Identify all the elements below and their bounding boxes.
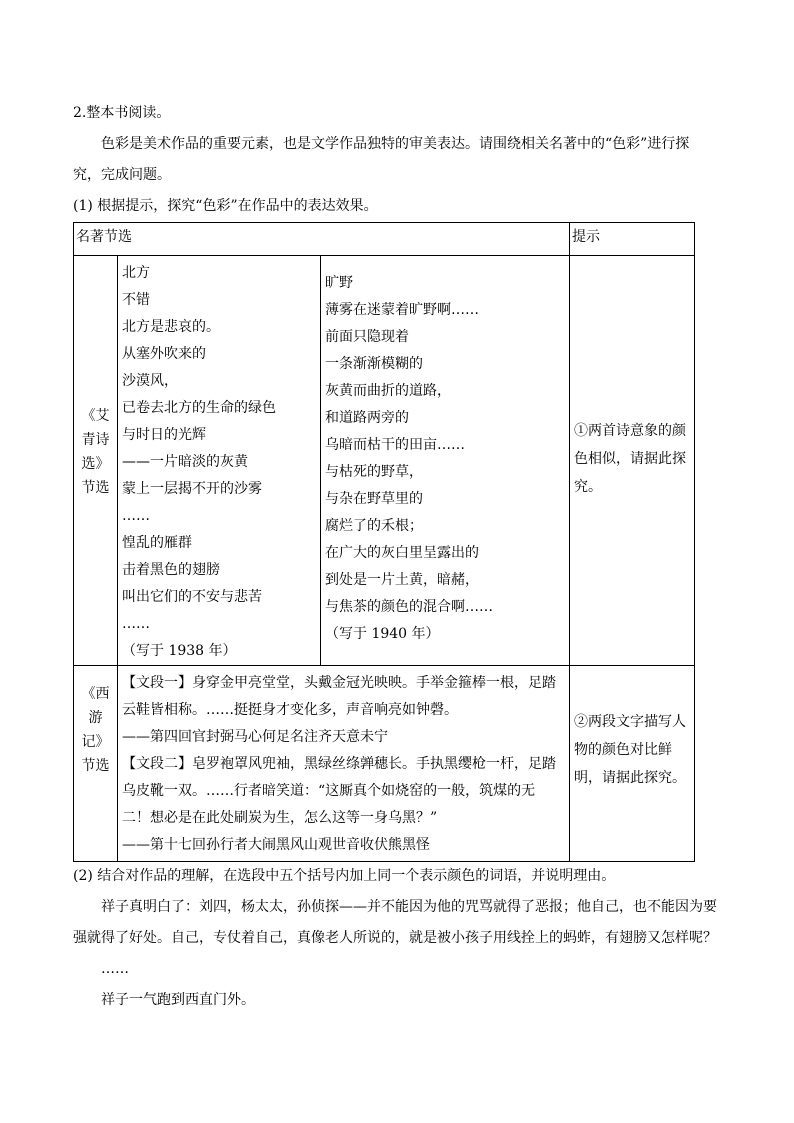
row1-title [74,256,118,666]
poem-line: 蒙上一层揭不开的沙雾 [122,481,262,497]
excerpt-line: 云鞋皆相称。……挺挺身才变化多，声音响亮如钟磬。 [122,702,458,718]
poem-line: 灰黄而曲折的道路， [325,383,451,399]
row2-title-line: 游 [88,710,103,726]
poem-line: ——一片暗淡的灰黄 [122,454,248,470]
journey-west-excerpts [118,666,570,862]
row1-title-line: 《艾 [81,408,110,424]
poem-line: 不错 [122,292,150,308]
excerpt-line: ——第十七回孙行者大闹黑风山观世音收伏熊黑怪 [122,837,430,853]
hint-line: 究。 [574,479,603,495]
hint-line: 物的颜色对比鲜 [574,742,673,758]
poem-line: 与杂在野草里的 [325,491,423,507]
row2-title-line: 《西 [81,686,110,702]
row1-title-line: 节选 [81,480,110,496]
passage-line-1: 祥子真明白了：刘四，杨太太，孙侦探——并不能因为他的咒骂就得了恶报；他自己，也不能因为要 [101,899,717,915]
intro-line-1: 色彩是美术作品的重要元素，也是文学作品独特的审美表达。请围绕相关名著中的“色彩”进行探 [101,136,690,152]
poem-line: 旷野 [325,275,353,291]
poem-line: 北方是悲哀的。 [122,319,220,335]
poem-line: 腐烂了的禾根； [325,518,423,534]
excerpt-line: 乌皮靴一双。……行者暗笑道：“这厮真个如烧窑的一般，筑煤的无 [122,783,536,799]
reading-table [73,222,695,862]
table-header-hints: 提示 [570,223,695,256]
hint-line: 色相似，请据此探 [574,451,687,467]
poem-line: 击着黑色的翅膀 [122,562,220,578]
poem-line: 和道路两旁的 [325,410,409,426]
poem-line: 惶乱的雁群 [122,535,192,551]
poem-line: …… [122,508,150,524]
excerpt-line: 【文段一】身穿金甲亮堂堂，头戴金冠光映映。手举金箍棒一根，足踏 [122,675,556,691]
poem-line: 与焦茶的颜色的混合啊…… [325,599,493,615]
sub-question-1: (1) 根据提示，探究“色彩”在作品中的表达效果。 [73,198,378,214]
row2-title-line: 节选 [81,758,110,774]
poem-wilderness [321,256,570,666]
poem-line: 北方 [122,265,150,281]
poem-date: （写于 1940 年） [325,626,440,642]
poem-line: 到处是一片土黄，暗赭， [325,572,479,588]
poem-line: 在广大的灰白里呈露出的 [325,545,479,561]
poem-line: 乌暗而枯干的田亩…… [325,437,465,453]
poem-line: 沙漠风， [122,373,178,389]
poem-line: 已卷去北方的生命的绿色 [122,400,276,416]
passage-line-2: 强就得了好处。自己，专仗着自己，真像老人所说的，就是被小孩子用线拴上的蚂蚱，有翅膀又怎样呢？ [73,930,717,946]
row1-title-line: 选》 [81,456,110,472]
poem-line: 从塞外吹来的 [122,346,206,362]
row1-title-line: 青诗 [81,432,110,448]
row2-title [74,666,118,862]
poem-date: （写于 1938 年） [122,643,237,659]
passage-ellipsis: …… [101,961,129,977]
question-number-title: 2.整本书阅读。 [73,105,171,121]
table-header-excerpts: 名著节选 [74,223,570,256]
excerpt-line: ——第四回官封弼马心何足名注齐天意未宁 [122,729,388,745]
intro-line-2: 究，完成问题。 [73,167,171,183]
passage-line-3: 祥子一气跑到西直门外。 [101,992,255,1008]
row2-title-line: 记》 [81,734,110,750]
poem-line: 薄雾在迷蒙着旷野啊…… [325,302,479,318]
hint-line: ①两首诗意象的颜 [574,423,687,439]
poem-line: …… [122,616,150,632]
poem-line: 一条渐渐模糊的 [325,356,423,372]
poem-line: 前面只隐现着 [325,329,409,345]
excerpt-line: 二！想必是在此处刷炭为生，怎么这等一身乌黑？” [122,810,438,826]
excerpt-line: 【文段二】皂罗袍罩风兜袖，黑绿丝绦亸穗长。手执黑缨枪一杆，足踏 [122,756,556,772]
poem-line: 与枯死的野草， [325,464,423,480]
poem-line: 与时日的光辉 [122,427,206,443]
poem-north [118,256,321,666]
poem-line: 叫出它们的不安与悲苦 [122,589,262,605]
hint-line: 明，请据此探究。 [574,770,687,786]
row2-hint [570,666,695,862]
row1-hint [570,256,695,666]
sub-question-2: (2) 结合对作品的理解，在选段中五个括号内加上同一个表示颜色的词语，并说明理由。 [73,868,616,884]
hint-line: ②两段文字描写人 [574,714,687,730]
